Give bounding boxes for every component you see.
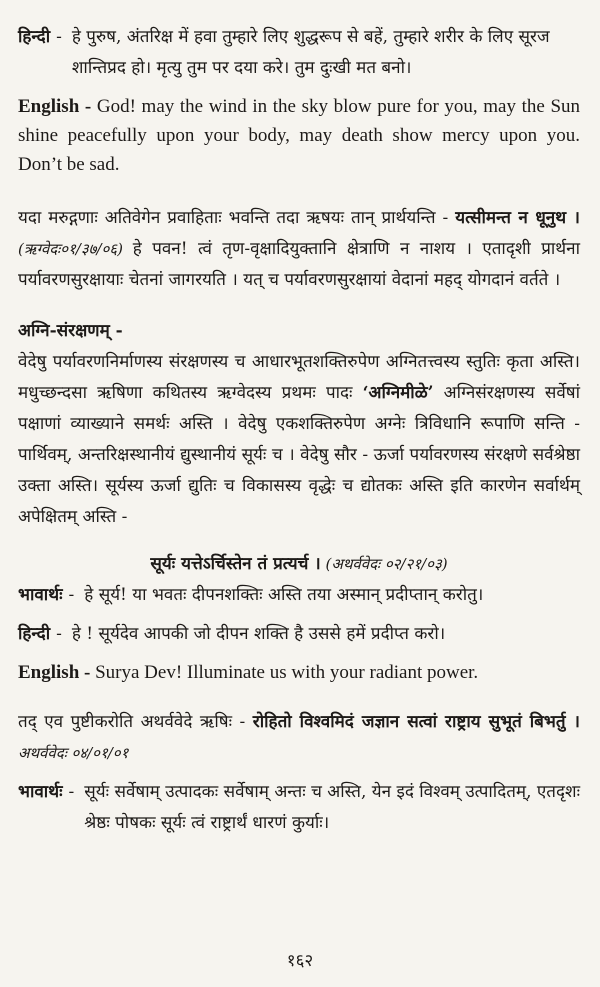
bhavartha-label: भावार्थः [18,585,63,605]
bhavartha-label: भावार्थः [18,782,63,802]
paragraph-text: वेदेषु पर्यावरणनिर्माणस्य संरक्षणस्य च आधारभूतशक्तिरुपेण अग्नितत्त्वस्य स्तुतिः कृता अस्ति। मधुच्छन्दसा ऋषिणा कथितस्य ऋग्वेदस्य प्रथमः पादः [18,352,580,403]
hindi-text: हे पुरुष, अंतरिक्ष में हवा तुम्हारे लिए शुद्धरूप से बहें, तुम्हारे शरीर के लिए सूरज शान्तिप्रद हो। मृत्यु तुम पर दया करे। तुम दुःखी मत बनो। [71,27,550,78]
sanskrit-paragraph-1 [18,203,580,296]
hindi-text: हे ! सूर्यदेव आपकी जो दीपन शक्ति है उससे हमें प्रदीप्त करो। [71,624,446,644]
page-number: १६२ [286,951,314,971]
verse-text: सूर्यः यत्तेऽर्चिस्तेन तं प्रत्यर्च । [150,554,321,574]
bhavartha-text: सूर्यः सर्वेषाम् उत्पादकः सर्वेषाम् अन्तः च अस्ति, येन इदं विश्वम् उत्पादितम्, एतदृशः श्रेष्ठः पोषकः सूर्यः त्वं राष्ट्रार्थं धारणं कुर्याः। [84,782,581,833]
english-translation-2 [18,658,580,687]
quoted-mantra: यत्सीमन्त न धूनुथ । [455,208,580,228]
paragraph-text: यदा मरुद्गणाः अतिवेगेन प्रवाहिताः भवन्ति तदा ऋषयः तान् प्रार्थयन्ति - [18,208,456,228]
hindi-label: हिन्दी [18,624,51,644]
english-translation-1 [18,92,580,179]
scripture-reference: अथर्ववेदः ०४/०१/०१ [18,744,129,762]
quoted-mantra: ‘अग्निमीळे’ [362,383,434,403]
hindi-translation-1 [18,22,580,84]
paragraph-text: हे पवन! त्वं तृण-वृक्षादियुक्तानि क्षेत्राणि न नाशय । एतादृशी प्रार्थना पर्यावरणसुरक्षायाः चेतनां जागरयति । यत् च पर्यावरणसुरक्षायां वेदानां महद् योगदानं वर्तते । [18,239,580,290]
sanskrit-paragraph-3 [18,707,580,769]
bhavartha-text: हे सूर्य! या भवतः दीपनशक्तिः अस्ति तया अस्मान् प्रदीप्तान् करोतु। [84,585,484,605]
verse-reference: (अथर्ववेदः ०२/२१/०३) [320,555,448,573]
paragraph-text: तद् एव पुष्टीकरोति अथर्ववेदे ऋषिः - [18,712,253,732]
bhavartha-1 [18,580,580,611]
hindi-label: हिन्दी [18,27,51,47]
verse-line [18,549,580,580]
english-text: God! may the wind in the sky blow pure for you, may the Sun shine peacefully upon your body, may death show mercy upon you. Don’t be sad. [18,96,581,175]
english-label: English - [18,96,92,117]
bhavartha-2 [18,777,580,839]
english-label: English - [18,662,91,683]
hindi-translation-2 [18,619,580,650]
english-text: Surya Dev! Illuminate us with your radiant power. [95,662,479,683]
paragraph-text: अग्निसंरक्षणस्य सर्वेषां पक्षाणां व्याख्याने समर्थः अस्ति । वेदेषु एकशक्तिरुपेण अग्नेः त्रिविधानि रूपाणि सन्ति - पार्थिवम्, अन्तरिक्षस्थानीयं द्युस्थानीयं सूर्यः च । वेदेषु सौर - ऊर्जा पर्यावरणस्य संरक्षणे सर्वश्रेष्ठा उक्ता अस्ति। सूर्यस्य ऊर्जा द्युतिः च विकासस्य वृद्धेः च द्योतकः अस्ति इति कारणेन सर्वार्थम् अपेक्षितम् अस्ति - [18,383,581,527]
label-dash: - [68,782,75,802]
quoted-mantra: रोहितो विश्वमिदं जज्ञान सत्वां राष्ट्राय सुभूतं बिभर्तु । [252,712,580,732]
label-dash: - [56,27,62,47]
sanskrit-paragraph-2 [18,347,580,533]
label-dash: - [68,585,75,605]
scripture-reference: (ऋग्वेदः०१/३७/०६) [18,240,133,258]
label-dash: - [56,624,62,644]
section-heading: अग्नि-संरक्षणम् - [18,321,123,341]
